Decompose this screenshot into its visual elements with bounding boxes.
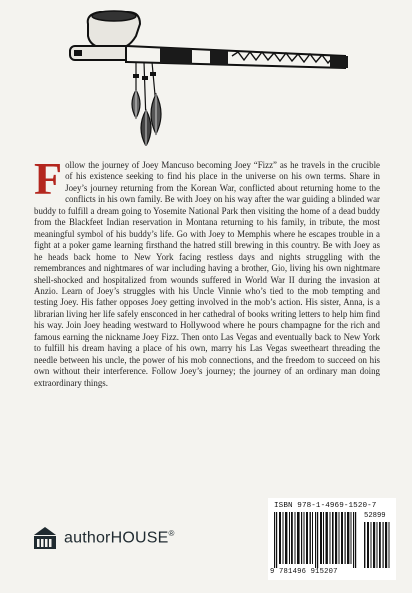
ean-digits: 9 781496 915207	[270, 568, 338, 576]
bookshelf-logo-icon	[32, 525, 58, 551]
peace-pipe-with-feathers-icon	[60, 6, 360, 146]
isbn-barcode-box	[268, 498, 396, 580]
publisher-name: authorHOUSE	[64, 529, 169, 547]
drop-cap: F	[34, 153, 63, 204]
isbn-addon-digits: 52899	[364, 512, 386, 520]
registered-mark: ®	[168, 528, 175, 538]
isbn-label: ISBN 978-1-4969-1520-7	[274, 502, 377, 510]
publisher-logo	[32, 524, 175, 552]
back-cover-blurb	[34, 153, 380, 389]
blurb-text: ollow the journey of Joey Mancuso becoming Joey “Fizz” as he travels in the crucible of his existence seeking to find his place in the universe on his own terms. Share in Joey’s journey returning from the Korean War, conflicted about returning home to the conflicts in his own family. Be with Joey on his way after the war guiding a blinded war buddy to fulfill a dream going to Yosemite National Park then visiting the home of a dead buddy from the Blackfeet Indian reservation in Montana returning to his family, in tribute, the most meaningful symbol of his buddy’s life. Go with Joey to Memphis where he escapes trouble in a fight at a poker game learning firsthand the hatred still brewing in this country. Be with Joey as he heads back home to New York facing restless days and nights struggling with the remembrances and nightmares of war including having a brother, Gio, living his own nightmare shell-shocked and hospitalized from wounds suffered in World War II during the invasion at Anzio. Learn of Joey’s struggles with his Uncle Vinnie who’s tied to the mob tempting and testing Joey. His father opposes Joey getting involved in the mob’s action. His sister, Anna, is a librarian living her life safely ensconced in her cathedral of books writing letters to help him find his way. Join Joey heading westward to Hollywood where he pours champagne for the rich and famous earning the nickname Joey Fizz. Then onto Las Vegas and eventually back to New York to fulfill his dream having a place of his own, marry his Las Vegas sweetheart threading the needle between his uncle, the power of his mob connections, and the freedom to succeed on his own without their interference. Follow Joey’s journey; the journey of an ordinary man doing extraordinary things.	[34, 160, 380, 388]
ean-barcode	[272, 512, 392, 568]
